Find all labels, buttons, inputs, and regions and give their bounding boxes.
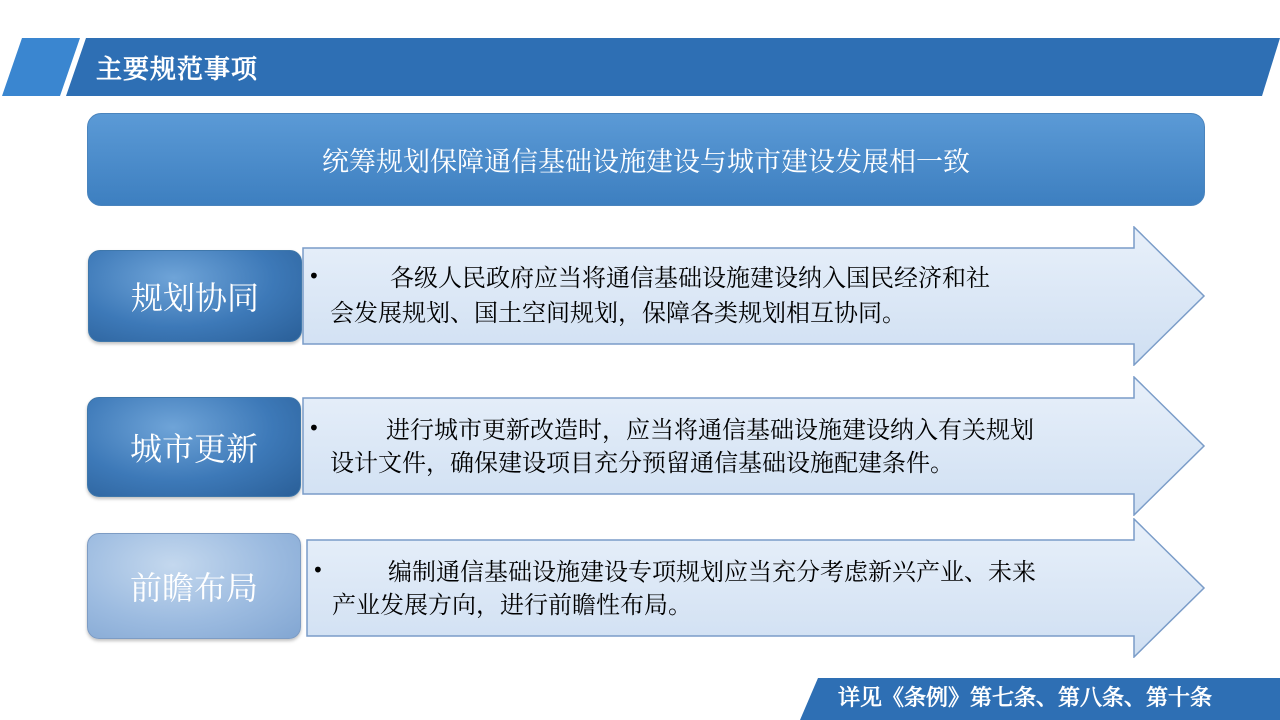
item-2-line-2: 设计文件，确保建设项目充分预留通信基础设施配建条件。 [330,449,954,477]
arrow-panel-3 [306,518,1206,658]
arrow-panel-2 [302,376,1206,516]
arrow-panel-1 [302,226,1206,366]
footer-reference-text: 详见《条例》第七条、第八条、第十条 [838,686,1213,711]
label-urban-renewal: 城市更新 [87,397,301,497]
bullet-marker: • [308,416,320,440]
label-forward-layout: 前瞻布局 [87,533,301,639]
item-1-line-2: 会发展规划、国土空间规划，保障各类规划相互协同。 [330,299,906,327]
item-1-line-1: 各级人民政府应当将通信基础设施建设纳入国民经济和社 [390,264,990,292]
title-bar [0,38,1280,96]
page-title: 主要规范事项 [96,55,259,85]
item-3-line-2: 产业发展方向，进行前瞻性布局。 [332,591,692,619]
item-2-line-1: 进行城市更新改造时，应当将通信基础设施建设纳入有关规划 [386,416,1034,444]
headline-banner: 统筹规划保障通信基础设施建设与城市建设发展相一致 [87,113,1205,206]
label-planning-coordination: 规划协同 [88,250,302,342]
bullet-marker: • [308,264,320,288]
footer-note [800,678,1280,720]
bullet-marker: • [312,558,324,582]
item-3-line-1: 编制通信基础设施建设专项规划应当充分考虑新兴产业、未来 [388,558,1036,586]
